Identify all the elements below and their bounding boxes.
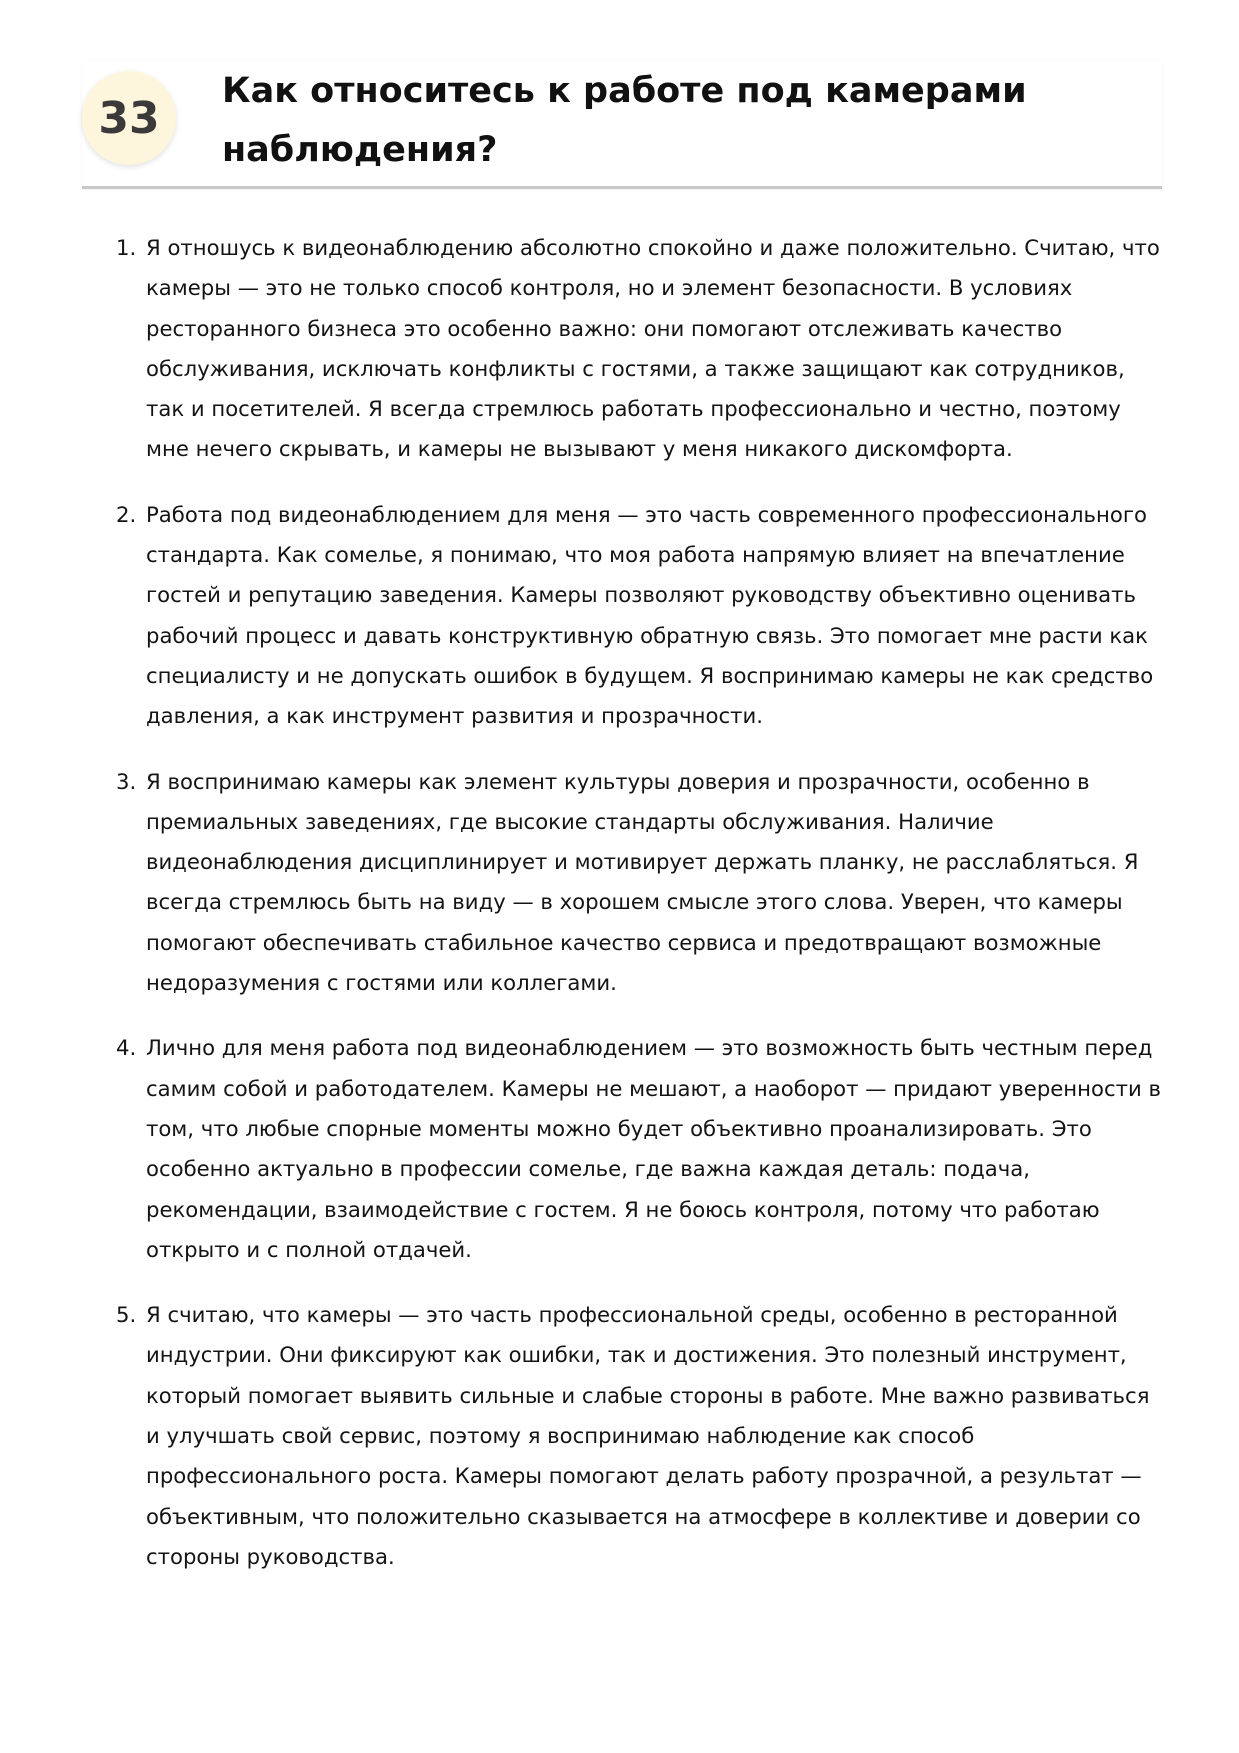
answer-list [116,228,1166,1602]
answer-number: 2. [116,501,137,527]
answer-number: 3. [116,768,137,794]
answer-text: Я отношусь к видеонаблюдению абсолютно спокойно и даже положительно. Считаю, что камеры — это не только способ контроля, но и элемент безопасности. В условиях ресторанного бизнеса это особенно важно: они помогают отслеживать качество обслуживания, исключать конфликты с гостями, а также защищают как сотрудников, так и посетителей. Я всегда стремлюсь работать профессионально и честно, поэтому мне нечего скрывать, и камеры не вызывают у меня никакого дискомфорта. [146,235,1160,462]
answer-item-5 [116,1295,1166,1577]
answer-text: Я считаю, что камеры — это часть профессиональной среды, особенно в ресторанной индустрии. Они фиксируют как ошибки, так и достижения. Это полезный инструмент, который помогает выявить сильные и слабые стороны в работе. Мне важно развиваться и улучшать свой сервис, поэтому я воспринимаю наблюдение как способ профессионального роста. Камеры помогают делать работу прозрачной, а результат — объективным, что положительно сказывается на атмосфере в коллективе и доверии со стороны руководства. [146,1302,1150,1569]
answer-item-4 [116,1028,1166,1270]
answer-number: 5. [116,1302,137,1328]
answer-item-1 [116,228,1166,470]
answer-item-2 [116,495,1166,737]
answer-text: Работа под видеонаблюдением для меня — это часть современного профессионального стандарта. Как сомелье, я понимаю, что моя работа напрямую влияет на впечатление гостей и репутацию заведения. Камеры позволяют руководству объективно оценивать рабочий процесс и давать конструктивную обратную связь. Это помогает мне расти как специалисту и не допускать ошибок в будущем. Я воспринимаю камеры не как средство давления, а как инструмент развития и прозрачности. [146,501,1154,729]
answer-text: Я воспринимаю камеры как элемент культуры доверия и прозрачности, особенно в премиальных заведениях, где высокие стандарты обслуживания. Наличие видеонаблюдения дисциплинирует и мотивирует держать планку, не расслабляться. Я всегда стремлюсь быть на виду — в хорошем смысле этого слова. Уверен, что камеры помогают обеспечивать стабильное качество сервиса и предотвращают возможные недоразумения с гостями или коллегами. [146,768,1139,996]
answer-number: 4. [116,1035,137,1061]
question-header [82,60,1162,189]
answer-item-3 [116,762,1166,1004]
answer-number: 1. [116,235,137,260]
question-title: Как относитесь к работе под камерами наблюдения? [222,71,1027,170]
answer-text: Лично для меня работа под видеонаблюдением — это возможность быть честным перед самим собой и работодателем. Камеры не мешают, а наоборот — придают уверенности в том, что любые спорные моменты можно будет объективно проанализировать. Это особенно актуально в профессии сомелье, где важна каждая деталь: подача, рекомендации, взаимодействие с гостем. Я не боюсь контроля, потому что работаю открыто и с полной отдачей. [146,1035,1161,1262]
question-number-badge: 33 [82,71,176,165]
